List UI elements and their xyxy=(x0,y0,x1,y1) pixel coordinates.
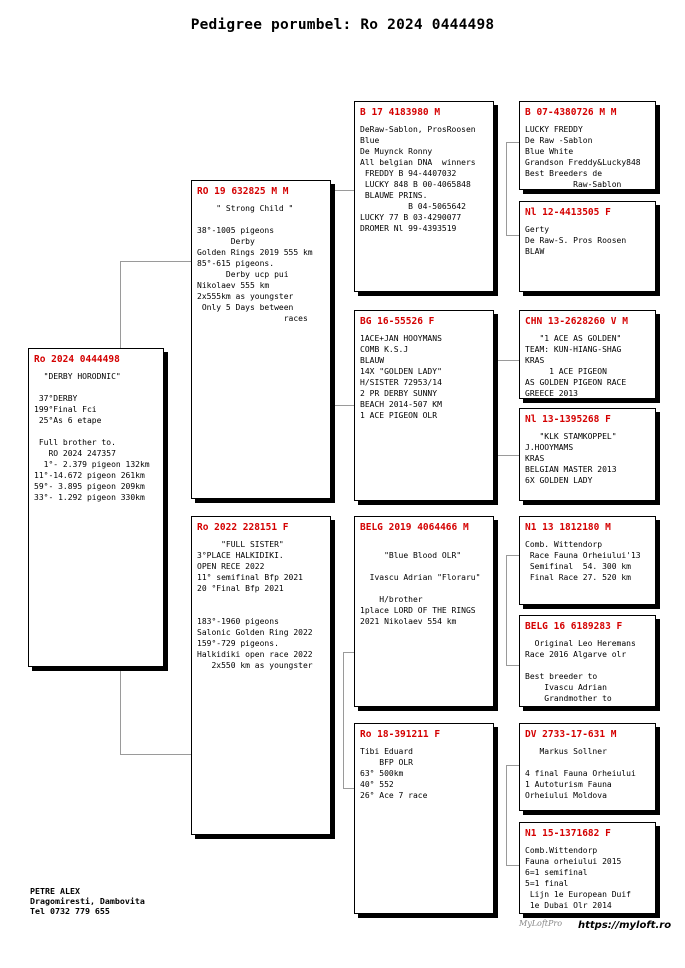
ring-number: N1 15-1371682 F xyxy=(525,828,611,839)
pigeon-details: Gerty De Raw-S. Pros Roosen BLAW xyxy=(525,225,627,256)
pigeon-details: "FULL SISTER" 3°PLACE HALKIDIKI. OPEN RECE 2022 11° semifinal Bfp 2021 20 °Final Bfp 2021 183°-1960 pigeons Salonic Golden Ring 2022 159°-729 pigeons. Halkidiki open race 2022 2x550 km as youngster xyxy=(197,540,313,670)
pigeon-card-sire[interactable] xyxy=(191,180,331,499)
pigeon-details: " Strong Child " 38°-1005 pigeons Derby Golden Rings 2019 555 km 85°-615 pigeons. Derby ucp pui Nikolaev 555 km 2x555km as youngster Only 5 Days between races xyxy=(197,204,313,323)
ring-number: Ro 2024 0444498 xyxy=(34,354,120,365)
ring-number: B 07-4380726 M M xyxy=(525,107,617,118)
connector-line xyxy=(343,652,354,653)
ring-number: Ro 2022 228151 F xyxy=(197,522,289,533)
connector-line xyxy=(120,261,121,351)
page-title: Pedigree porumbel: Ro 2024 0444498 xyxy=(190,17,495,33)
connector-line xyxy=(506,765,519,766)
ring-number: RO 19 632825 M M xyxy=(197,186,289,197)
ring-number: DV 2733-17-631 M xyxy=(525,729,617,740)
pigeon-card-dds[interactable] xyxy=(519,723,656,811)
pigeon-details: Original Leo Heremans Race 2016 Algarve olr Best breeder to Ivascu Adrian Grandmother to xyxy=(525,639,636,703)
connector-line xyxy=(343,652,344,788)
ring-number: Nl 12-4413505 F xyxy=(525,207,611,218)
connector-line xyxy=(506,142,519,143)
ring-number: Ro 18-391211 F xyxy=(360,729,441,740)
pigeon-details: "1 ACE AS GOLDEN" TEAM: KUN-HIANG-SHAG KRAS 1 ACE PIGEON AS GOLDEN PIGEON RACE GREECE 2013 xyxy=(525,334,627,398)
connector-line xyxy=(494,455,519,456)
connector-line xyxy=(120,261,193,262)
pigeon-card-ssd[interactable] xyxy=(519,201,656,292)
ring-number: Nl 13-1395268 F xyxy=(525,414,611,425)
ring-number: CHN 13-2628260 V M xyxy=(525,316,628,327)
connector-line xyxy=(506,235,519,236)
ring-number: BG 16-55526 F xyxy=(360,316,435,327)
pigeon-details: Comb. Wittendorp Race Fauna Orheiului'13 Semifinal 54. 300 km Final Race 27. 520 km xyxy=(525,540,641,582)
pigeon-details: Markus Sollner 4 final Fauna Orheiului 1 Autoturism Fauna Orheiului Moldova xyxy=(525,747,636,800)
connector-line xyxy=(331,402,332,406)
pigeon-card-dsd[interactable] xyxy=(519,615,656,707)
connector-line xyxy=(120,666,121,754)
pigeon-card-sdd[interactable] xyxy=(519,408,656,501)
signature: MyLoftPro xyxy=(519,919,563,928)
pigeon-card-sire-sire[interactable] xyxy=(354,101,494,292)
connector-line xyxy=(494,360,495,455)
pigeon-details: "DERBY HORODNIC" 37°DERBY 199°Final Fci 25°As 6 etape Full brother to. RO 2024 247357 1°- 2.379 pigeon 132km 11°-14.672 pigeon 261km 59°- 3.895 pigeon 209km 33°- 1.292 pigeon 330km xyxy=(34,372,150,502)
connector-line xyxy=(506,142,507,235)
pigeon-details: "KLK STAMKOPPEL" J.HOOYMAMS KRAS BELGIAN MASTER 2013 6X GOLDEN LADY xyxy=(525,432,617,485)
connector-line xyxy=(506,665,519,666)
website-link[interactable]: https://myloft.ro xyxy=(578,920,672,931)
owner-info xyxy=(30,886,145,916)
connector-line xyxy=(343,788,354,789)
pigeon-card-dam-dam[interactable] xyxy=(354,723,494,914)
connector-line xyxy=(331,190,332,315)
owner-address: Dragomiresti, Dambovita xyxy=(30,896,145,906)
connector-line xyxy=(506,555,519,556)
connector-line xyxy=(506,555,507,665)
pigeon-details: Comb.Wittendorp Fauna orheiului 2015 6=1 semifinal 5=1 final Lijn 1e European Duif 1e Dubai Olr 2014 xyxy=(525,846,631,910)
ring-number: BELG 16 6189283 F xyxy=(525,621,623,632)
pigeon-details: LUCKY FREDDY De Raw -Sablon Blue White Grandson Freddy&Lucky848 Best Breeders de Raw-Sablon xyxy=(525,125,641,189)
pigeon-details: Tibi Eduard BFP OLR 63° 500km 40° 552 26° Ace 7 race xyxy=(360,747,428,800)
pigeon-card-sds[interactable] xyxy=(519,310,656,399)
pigeon-card-dam-sire[interactable] xyxy=(354,516,494,707)
owner-name: PETRE ALEX xyxy=(30,886,80,896)
connector-line xyxy=(506,865,519,866)
ring-number: B 17 4183980 M xyxy=(360,107,441,118)
pigeon-details: "Blue Blood OLR" Ivascu Adrian "Floraru" H/brother 1place LORD OF THE RINGS 2021 Nikolaev 554 km xyxy=(360,551,481,626)
connector-line xyxy=(120,754,193,755)
ring-number: BELG 2019 4064466 M xyxy=(360,522,469,533)
pigeon-details: 1ACE+JAN HOOYMANS COMB K.S.J BLAUW 14X "GOLDEN LADY" H/SISTER 72953/14 2 PR DERBY SUNNY BEACH 2014-507 KM 1 ACE PIGEON OLR xyxy=(360,334,442,420)
pigeon-card-sire-dam[interactable] xyxy=(354,310,494,501)
connector-line xyxy=(506,765,507,865)
connector-line xyxy=(494,360,519,361)
pigeon-card-main[interactable] xyxy=(28,348,164,667)
pigeon-details: DeRaw-Sablon, ProsRoosen Blue De Muynck Ronny All belgian DNA winners FREDDY B 94-4407032 LUCKY 848 B 00-4065848 BLAUWE PRINS. B 04-5065642 LUCKY 77 B 03-4290077 DROMER Nl 99-4393519 xyxy=(360,125,476,233)
pigeon-card-sss[interactable] xyxy=(519,101,656,190)
ring-number: N1 13 1812180 M xyxy=(525,522,611,533)
owner-phone: Tel 0732 779 655 xyxy=(30,906,110,916)
pigeon-card-dss[interactable] xyxy=(519,516,656,605)
connector-line xyxy=(331,190,354,191)
connector-line xyxy=(331,405,354,406)
pigeon-card-dam[interactable] xyxy=(191,516,331,835)
pigeon-card-ddd[interactable] xyxy=(519,822,656,914)
